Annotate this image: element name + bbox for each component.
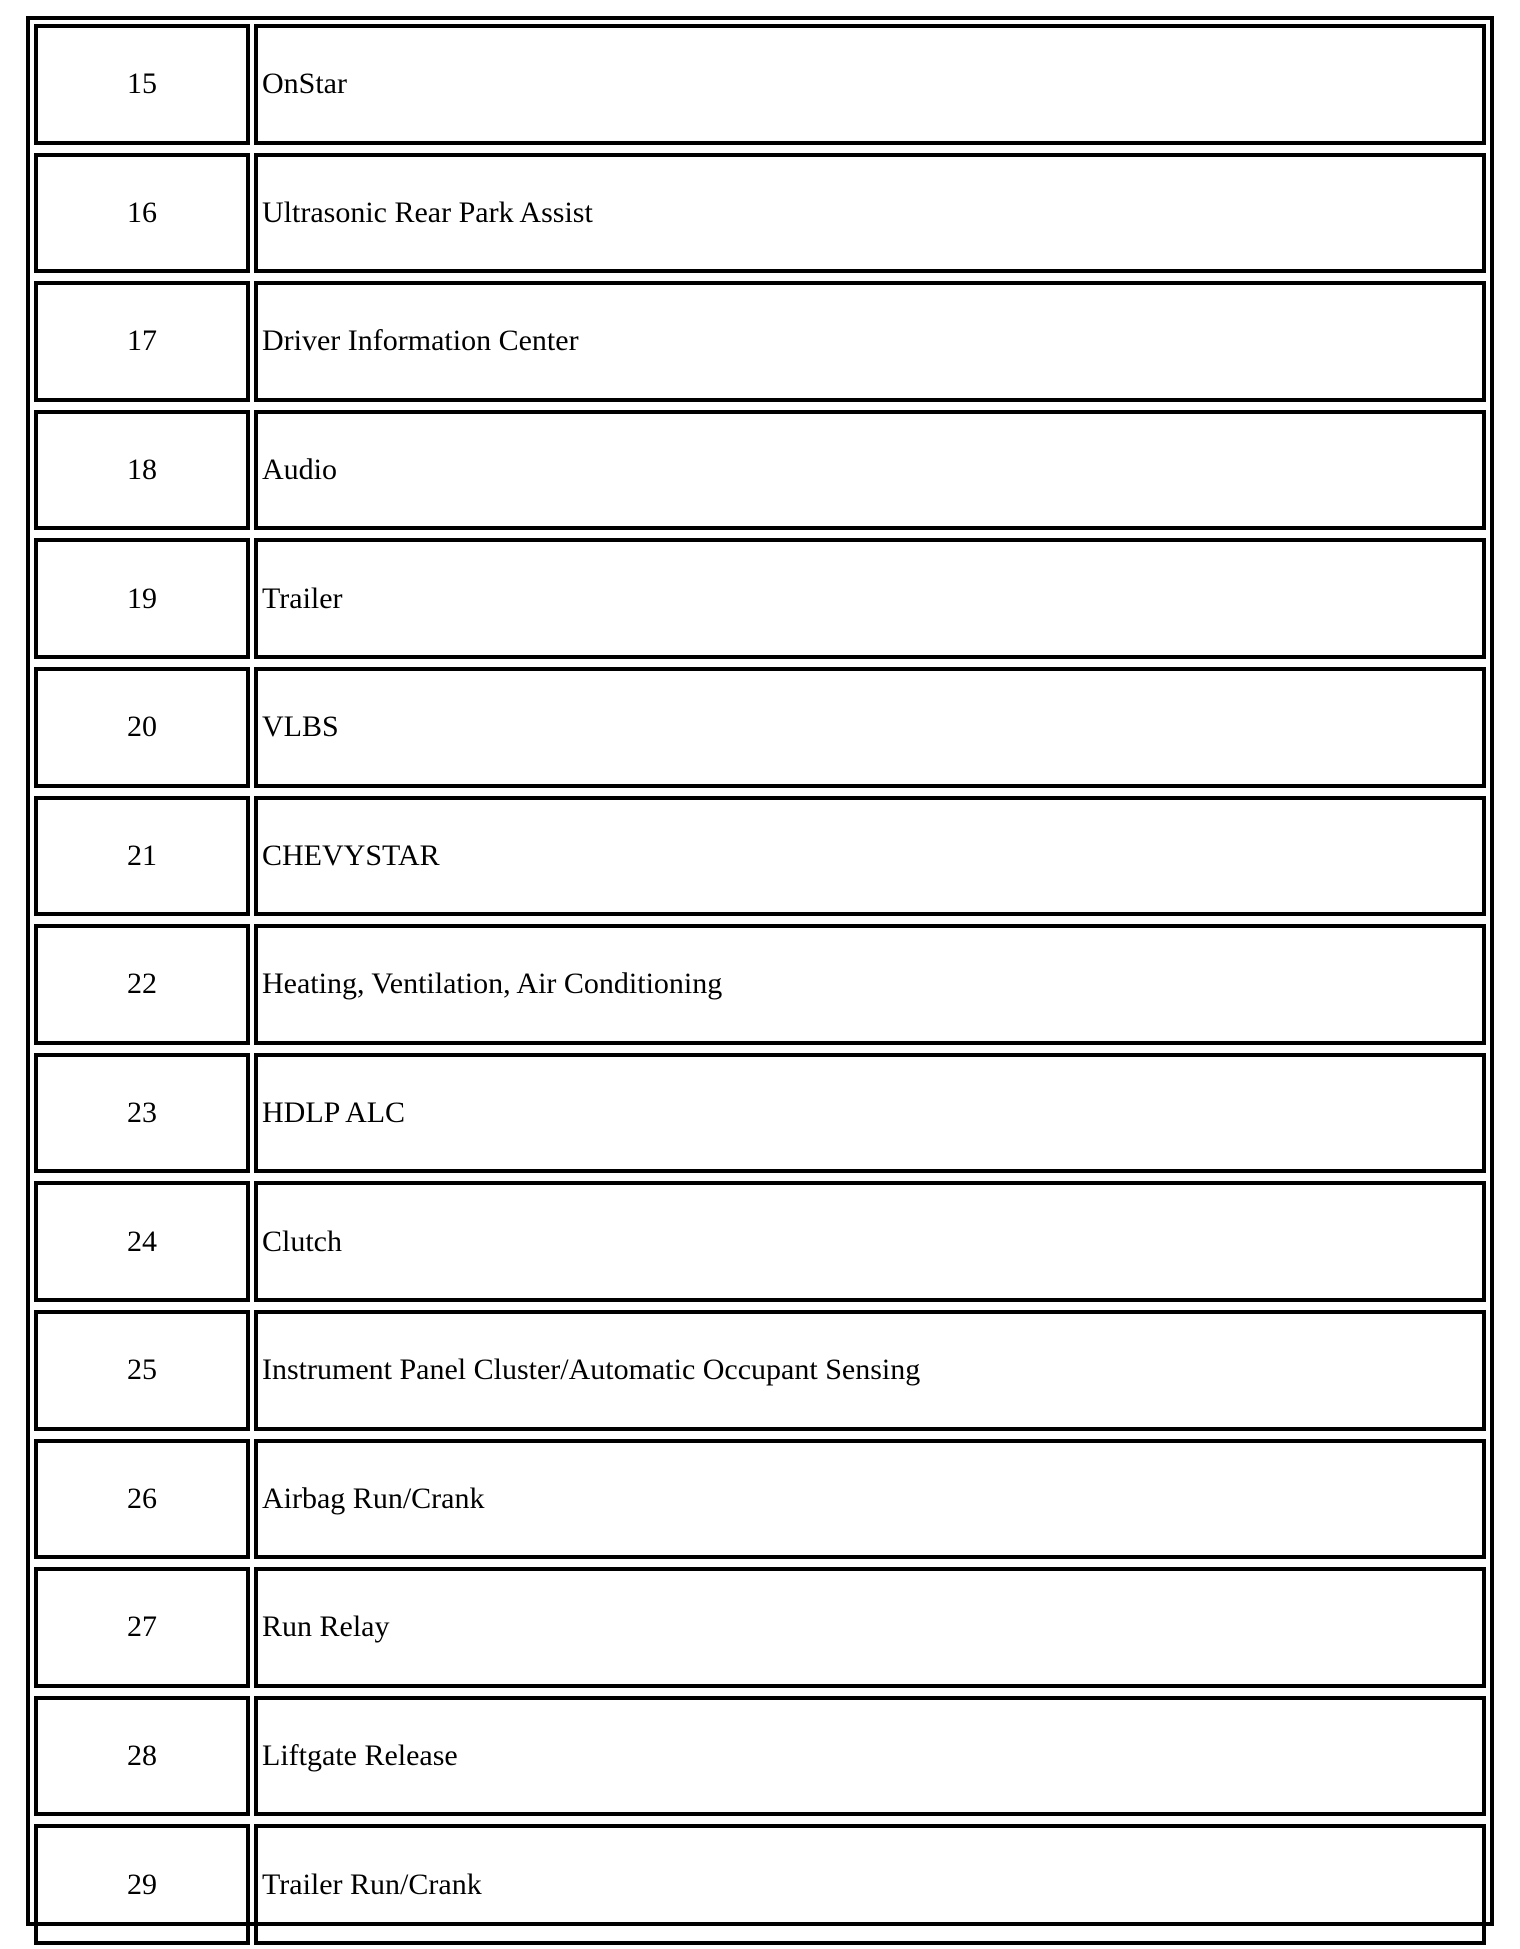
table-row — [30, 534, 1490, 663]
table-row — [30, 20, 1490, 149]
row-number: 18 — [127, 453, 157, 487]
row-number: 20 — [127, 710, 157, 744]
row-description: Liftgate Release — [262, 1739, 458, 1773]
number-cell — [34, 924, 250, 1045]
number-cell — [34, 24, 250, 145]
table-row — [30, 1563, 1490, 1692]
description-cell — [254, 153, 1486, 274]
row-number: 28 — [127, 1739, 157, 1773]
table-row — [30, 1049, 1490, 1178]
number-cell — [34, 1824, 250, 1945]
description-cell — [254, 1310, 1486, 1431]
number-cell — [34, 153, 250, 274]
table-row — [30, 277, 1490, 406]
table-row — [30, 1306, 1490, 1435]
description-cell — [254, 667, 1486, 788]
table-row — [30, 1435, 1490, 1564]
description-cell — [254, 1567, 1486, 1688]
table-row — [30, 663, 1490, 792]
number-cell — [34, 1439, 250, 1560]
table-row — [30, 1692, 1490, 1821]
row-description: Clutch — [262, 1224, 342, 1258]
row-number: 24 — [127, 1224, 157, 1258]
number-cell — [34, 281, 250, 402]
table-row — [30, 149, 1490, 278]
fuse-table — [26, 16, 1494, 1926]
table-row — [30, 406, 1490, 535]
number-cell — [34, 1053, 250, 1174]
row-number: 17 — [127, 324, 157, 358]
description-cell — [254, 924, 1486, 1045]
description-cell — [254, 796, 1486, 917]
description-cell — [254, 281, 1486, 402]
row-number: 15 — [127, 67, 157, 101]
table-row — [30, 920, 1490, 1049]
row-number: 29 — [127, 1867, 157, 1901]
row-number: 22 — [127, 967, 157, 1001]
number-cell — [34, 1310, 250, 1431]
row-number: 19 — [127, 581, 157, 615]
table-row — [30, 1177, 1490, 1306]
row-description: VLBS — [262, 710, 339, 744]
number-cell — [34, 667, 250, 788]
number-cell — [34, 1696, 250, 1817]
description-cell — [254, 1696, 1486, 1817]
description-cell — [254, 24, 1486, 145]
row-description: Ultrasonic Rear Park Assist — [262, 195, 593, 229]
description-cell — [254, 1181, 1486, 1302]
table-row — [30, 792, 1490, 921]
row-description: Trailer Run/Crank — [262, 1867, 482, 1901]
row-description: Trailer — [262, 581, 343, 615]
row-description: Airbag Run/Crank — [262, 1481, 485, 1515]
row-description: Audio — [262, 453, 337, 487]
description-cell — [254, 410, 1486, 531]
row-description: Driver Information Center — [262, 324, 579, 358]
row-description: Run Relay — [262, 1610, 390, 1644]
number-cell — [34, 1181, 250, 1302]
row-description: Instrument Panel Cluster/Automatic Occupant Sensing — [262, 1353, 921, 1387]
row-number: 26 — [127, 1481, 157, 1515]
description-cell — [254, 1824, 1486, 1945]
row-description: Heating, Ventilation, Air Conditioning — [262, 967, 723, 1001]
description-cell — [254, 1053, 1486, 1174]
table-row — [30, 1820, 1490, 1949]
row-number: 16 — [127, 195, 157, 229]
description-cell — [254, 538, 1486, 659]
row-number: 25 — [127, 1353, 157, 1387]
number-cell — [34, 538, 250, 659]
row-number: 23 — [127, 1096, 157, 1130]
number-cell — [34, 796, 250, 917]
row-description: HDLP ALC — [262, 1096, 406, 1130]
row-description: CHEVYSTAR — [262, 838, 440, 872]
number-cell — [34, 410, 250, 531]
row-description: OnStar — [262, 67, 347, 101]
row-number: 27 — [127, 1610, 157, 1644]
row-number: 21 — [127, 838, 157, 872]
description-cell — [254, 1439, 1486, 1560]
number-cell — [34, 1567, 250, 1688]
